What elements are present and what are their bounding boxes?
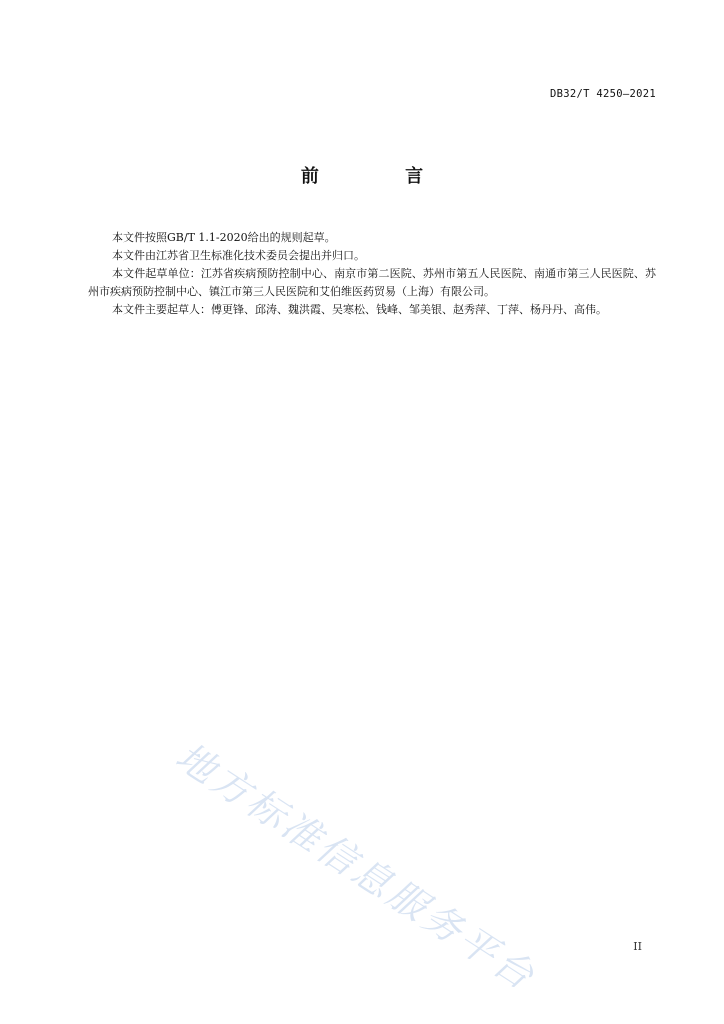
paragraph-proposer: 本文件由江苏省卫生标准化技术委员会提出并归口。 xyxy=(112,249,365,262)
watermark: 地方标准信息服务平台 xyxy=(168,733,545,1000)
document-code: DB32/T 4250—2021 xyxy=(550,88,656,100)
paragraph-drafting-units: 本文件起草单位：江苏省疾病预防控制中心、南京市第二医院、苏州市第五人民医院、南通市第三人民医院、苏州市疾病预防控制中心、镇江市第三人民医院和艾伯维医药贸易（上海）有限公司。 xyxy=(88,267,656,298)
page-title: 前 言 xyxy=(300,166,464,187)
page-number: II xyxy=(633,940,642,953)
paragraph-drafting-rules: 本文件按照GB/T 1.1-2020给出的规则起草。 xyxy=(112,231,336,244)
paragraph-drafters: 本文件主要起草人：傅更锋、邱涛、魏洪霞、吴寒松、钱峰、邹美银、赵秀萍、丁萍、杨丹丹、高伟。 xyxy=(112,303,607,316)
foreword-body xyxy=(88,229,656,319)
